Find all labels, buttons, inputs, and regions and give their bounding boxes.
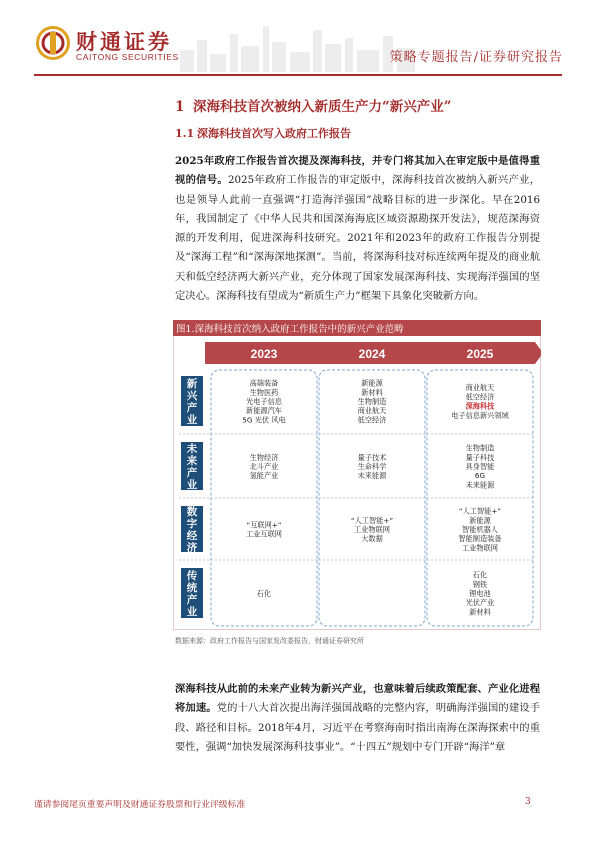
header-divider	[34, 74, 562, 76]
industry-item: 量子技术	[357, 452, 387, 462]
industry-item: 5G 光伏 风电	[242, 415, 286, 425]
industry-item: 新材料	[361, 387, 383, 397]
paragraph-2	[175, 680, 540, 757]
industry-item: 智能制造装备	[458, 534, 502, 544]
industry-item: 未来能源	[357, 471, 387, 481]
paragraph-1-body: 2025年政府工作报告的审定版中，深海科技首次被纳入新兴产业，也是领导人此前一直强调“打造海洋强国”战略目标的进一步深化。早在2016年，我国制定了《中华人民共和国深海海底区域资源勘探开发法》，规范深海资源的开发利用，促进深海科技研究。2021年和2023年的政府工作报告分别提及“深海工程”和“深海深地探测”。当前，将深海科技对标连续两年提及的商业航天和低空经济两大新兴产业，充分体现了国家发展深海科技、实现海洋强国的坚定决心。深海科技有望成为“新质生产力”框架下具象化突破新方向。	[175, 174, 540, 303]
figure-title: 图1.深海科技首次纳入政府工作报告中的新兴产业范畴	[176, 324, 404, 335]
industry-item: 量子科技	[465, 452, 495, 462]
industry-item: “人工智能+”	[350, 515, 394, 525]
report-type: 策略专题报告/证券研究报告	[389, 50, 563, 65]
section-number: 1	[175, 99, 185, 115]
skyline-watermark-icon	[175, 20, 420, 72]
industry-item: 工业物联网	[462, 543, 498, 553]
industry-item: 石化	[472, 570, 488, 580]
industry-item: 生物经济	[249, 452, 279, 462]
industry-item: 商业航天	[357, 406, 387, 416]
industry-item: 电子信息新兴领域	[451, 410, 509, 420]
industry-item: 新能源汽车	[246, 406, 282, 416]
industry-item: 高端装备	[249, 378, 279, 388]
industry-item: 光电子信息	[246, 397, 282, 406]
industry-item: 氢能产业	[249, 471, 279, 481]
industry-item: 智能机器人	[462, 525, 498, 534]
industry-item: 工业互联网	[246, 529, 282, 539]
industry-item: 生物制造	[357, 397, 387, 406]
year-label: 2023	[250, 347, 278, 361]
year-label: 2025	[466, 347, 494, 361]
industry-item: “人工智能+”	[458, 506, 502, 516]
row-label: 新兴产业	[186, 378, 198, 426]
industry-item: 钢铁	[472, 579, 488, 589]
paragraph-1	[175, 152, 540, 306]
industry-scope-diagram	[173, 336, 541, 630]
logo-chinese: 财通证券	[76, 30, 172, 54]
paragraph-1-lead: 2025年政府工作报告首次提及深海科技，并专门将其加入在审定版中是值得重视的信号。	[175, 155, 540, 187]
subsection-number: 1.1	[175, 127, 195, 140]
paragraph-2-lead: 深海科技从此前的未来产业转为新兴产业，也意味着后续政策配套、产业化进程将加速。	[175, 683, 540, 715]
subsection-title: 深海科技首次写入政府工作报告	[197, 127, 351, 140]
section-heading-1	[175, 95, 452, 115]
highlight-item: 深海科技	[465, 401, 495, 411]
industry-item: “互联网+”	[246, 520, 282, 530]
industry-item: 工业物联网	[354, 525, 390, 534]
industry-item: 低空经济	[357, 415, 387, 425]
figure-source: 数据来源：政府工作报告与国家发改委报告，财通证券研究所	[175, 637, 364, 645]
industry-item: 光伏产业	[465, 598, 495, 608]
industry-item: 商业航天	[465, 383, 495, 393]
industry-item: 生命科学	[357, 462, 387, 471]
industry-item: 北斗产业	[249, 462, 279, 471]
industry-item: 未来能源	[465, 480, 495, 490]
industry-item: 新能源	[469, 515, 491, 525]
paragraph-2-body: 党的十八大首次提出海洋强国战略的完整内容，明确海洋强国的建设手段、路径和目标。2018年4月，习近平在考察海南时指出南海在深海探索中的重要性，强调“加快发展深海科技事业”。“十四五”规划中专门开辟“海洋”章	[175, 702, 541, 753]
row-label: 数字经济	[186, 506, 198, 554]
industry-item: 新能源	[361, 378, 383, 388]
page-number: 3	[525, 797, 531, 807]
industry-item: 6G	[474, 471, 486, 481]
logo-english: CAITONG SECURITIES	[76, 52, 179, 62]
section-heading-1-1	[175, 125, 351, 141]
industry-item: 大数据	[361, 534, 383, 544]
industry-item: 石化	[256, 589, 272, 598]
footer-disclaimer: 谨请参阅尾页重要声明及财通证券股票和行业评级标准	[34, 800, 246, 810]
row-label: 未来产业	[186, 443, 198, 491]
industry-item: 低空经济	[465, 392, 495, 402]
industry-item: 锂电池	[469, 589, 491, 598]
industry-item: 新材料	[469, 607, 491, 617]
section-title: 深海科技首次被纳入新质生产力“新兴产业”	[193, 99, 452, 115]
industry-item: 具身智能	[465, 462, 495, 471]
industry-item: 生物医药	[249, 387, 279, 397]
caitong-logo-icon	[36, 26, 70, 60]
industry-item: 生物制造	[465, 443, 495, 453]
row-label: 传统产业	[186, 570, 198, 618]
year-label: 2024	[358, 347, 386, 361]
